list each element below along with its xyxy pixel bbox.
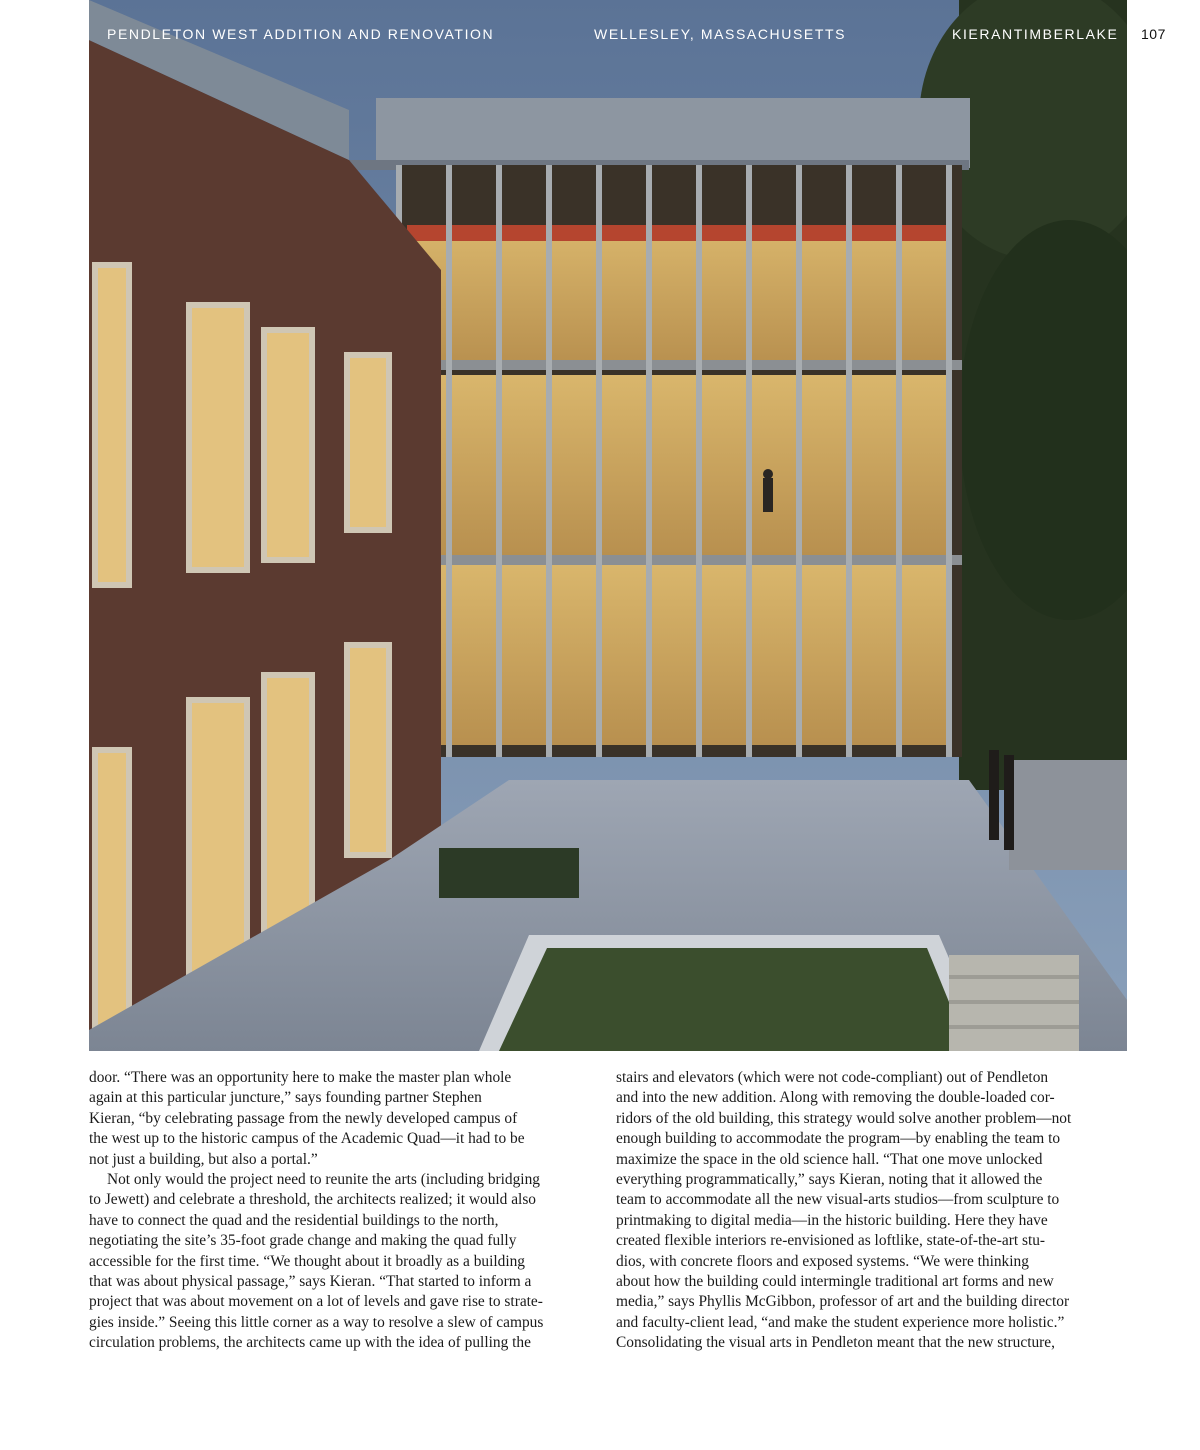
text-line: everything programmatically,” says Kieran, noting that it allowed the	[616, 1171, 1043, 1189]
text-line: and into the new addition. Along with removing the double-loaded cor-	[616, 1089, 1055, 1107]
text-line: printmaking to digital media—in the historic building. Here they have	[616, 1211, 1048, 1229]
running-header-location: WELLESLEY, MASSACHUSETTS	[594, 26, 847, 42]
building-photo	[89, 0, 1127, 1051]
text-line: not just a building, but also a portal.”	[89, 1150, 318, 1168]
text-line: project that was about movement on a lot of levels and gave rise to strate-	[89, 1293, 543, 1311]
text-line: ridors of the old building, this strategy would solve another problem—not	[616, 1109, 1072, 1127]
text-line: circulation problems, the architects came up with the idea of pulling the	[89, 1334, 531, 1352]
running-header-firm: KIERANTIMBERLAKE	[952, 26, 1119, 42]
text-line: negotiating the site’s 35-foot grade change and making the quad fully	[89, 1232, 517, 1250]
running-header-project: PENDLETON WEST ADDITION AND RENOVATION	[107, 26, 495, 42]
text-line: stairs and elevators (which were not code-compliant) out of Pendleton	[616, 1069, 1049, 1086]
text-line: gies inside.” Seeing this little corner as a way to resolve a slew of campus	[89, 1313, 544, 1331]
text-line: and faculty-client lead, “and make the student experience more holistic.”	[616, 1313, 1065, 1331]
text-line: have to connect the quad and the residential buildings to the north,	[89, 1211, 499, 1229]
text-line: created flexible interiors re-envisioned as loftlike, state-of-the-art stu-	[616, 1232, 1046, 1250]
text-line: media,” says Phyllis McGibbon, professor of art and the building director	[616, 1293, 1070, 1311]
text-line: Consolidating the visual arts in Pendleton meant that the new structure,	[616, 1334, 1055, 1352]
text-line: again at this particular juncture,” says founding partner Stephen	[89, 1089, 482, 1107]
text-line: to Jewett) and celebrate a threshold, the architects realized; it would also	[89, 1191, 537, 1209]
article-column-right	[616, 1068, 1132, 1354]
text-line: door. “There was an opportunity here to make the master plan whole	[89, 1069, 512, 1086]
text-line: maximize the space in the old science hall. “That one move unlocked	[616, 1150, 1043, 1168]
text-line: team to accommodate all the new visual-arts studios—from sculpture to	[616, 1191, 1060, 1209]
text-line: enough building to accommodate the program—by enabling the team to	[616, 1130, 1061, 1148]
text-line: Not only would the project need to reunite the arts (including bridging	[107, 1171, 540, 1189]
text-line: that was about physical passage,” says Kieran. “That started to inform a	[89, 1273, 532, 1291]
page-number: 107	[1141, 26, 1166, 42]
text-line: the west up to the historic campus of the Academic Quad—it had to be	[89, 1130, 525, 1148]
text-line: Kieran, “by celebrating passage from the newly developed campus of	[89, 1109, 518, 1127]
article-column-left	[89, 1068, 605, 1354]
text-line: dios, with concrete floors and exposed systems. “We were thinking	[616, 1252, 1029, 1270]
text-line: about how the building could intermingle traditional art forms and new	[616, 1273, 1054, 1291]
text-line: accessible for the first time. “We thought about it broadly as a building	[89, 1252, 525, 1270]
